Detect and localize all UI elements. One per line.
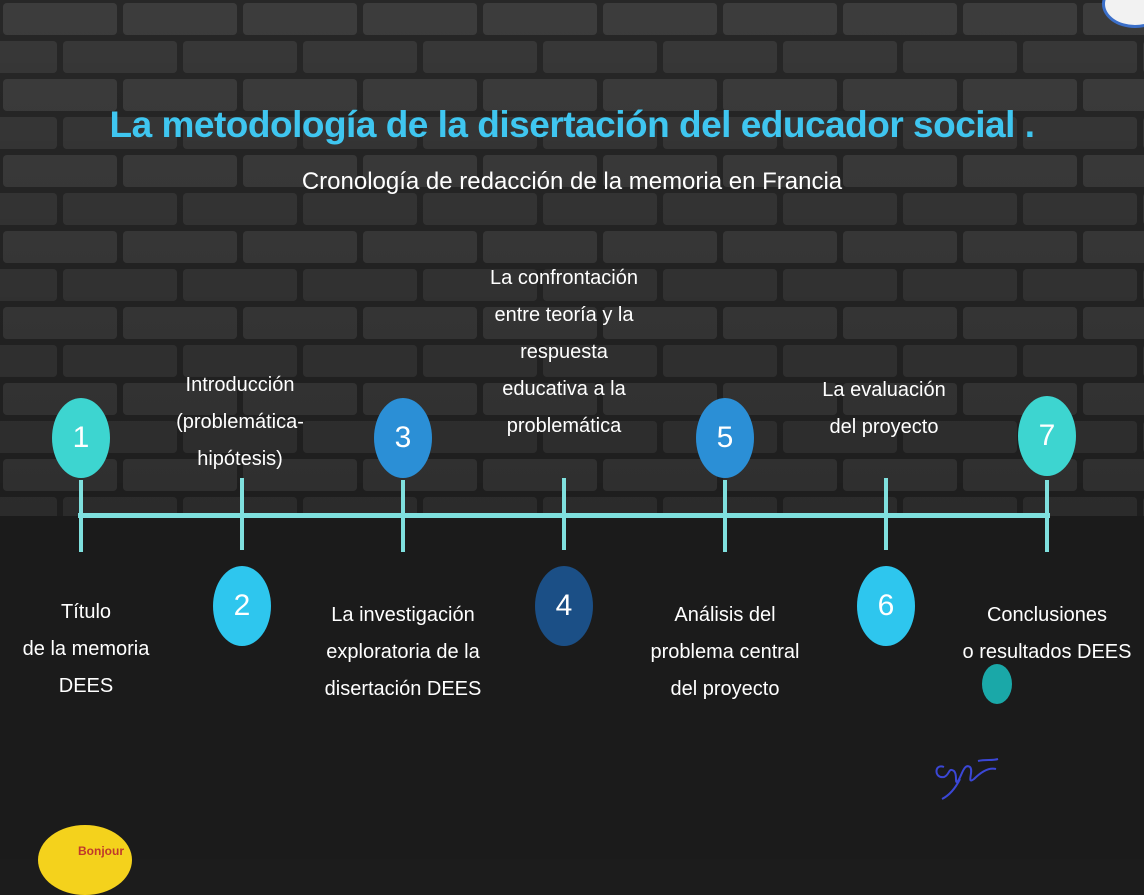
step-label-line: de la memoria: [22, 638, 150, 660]
timeline-connector: [562, 478, 566, 550]
step-label-line: hipótesis): [197, 448, 283, 470]
step-label-line: problemática: [506, 415, 622, 437]
step-label-line: Análisis del: [674, 604, 776, 626]
signature-icon: [930, 745, 1010, 805]
step-label-line: (problemática-: [176, 411, 304, 433]
step-node-5: 5: [696, 398, 754, 478]
step-node-2: 2: [213, 566, 271, 646]
step-label-line: La investigación: [331, 604, 475, 626]
bonjour-logo-icon: [38, 825, 132, 895]
step-label-4: [490, 260, 638, 445]
step-label-line: del proyecto: [829, 416, 939, 438]
step-label-3: [325, 597, 482, 708]
step-label-7: [963, 597, 1132, 671]
step-label-line: exploratoria de la: [326, 641, 480, 663]
step-label-2: [176, 367, 304, 478]
step-label-line: disertación DEES: [324, 678, 482, 700]
timeline-connector: [884, 478, 888, 550]
step-label-line: educativa a la: [502, 378, 626, 400]
step-label-line: La evaluación: [822, 379, 946, 401]
teal-dot-icon: [982, 664, 1012, 704]
bonjour-logo-text: Bonjour: [78, 844, 124, 858]
timeline-connector: [79, 480, 83, 552]
step-label-line: entre teoría y la: [494, 304, 634, 326]
step-label-line: problema central: [650, 641, 800, 663]
timeline-connector: [240, 478, 244, 550]
step-label-5: [651, 597, 800, 708]
step-node-6: 6: [857, 566, 915, 646]
timeline-connector: [401, 480, 405, 552]
step-node-7: 7: [1018, 396, 1076, 476]
step-label-line: Título: [60, 601, 112, 623]
timeline-connector: [1045, 480, 1049, 552]
step-label-line: del proyecto: [670, 678, 780, 700]
page-subtitle: Cronología de redacción de la memoria en Francia: [301, 168, 843, 195]
timeline-connector: [723, 480, 727, 552]
step-node-3: 3: [374, 398, 432, 478]
step-label-line: respuesta: [520, 341, 608, 363]
step-label-6: [822, 372, 945, 446]
step-label-line: o resultados DEES: [962, 641, 1132, 663]
step-label-1: [23, 594, 150, 705]
page-title: La metodología de la disertación del educador social .: [109, 104, 1035, 145]
step-node-1: 1: [52, 398, 110, 478]
step-label-line: La confrontación: [490, 267, 638, 289]
step-label-line: DEES: [58, 675, 114, 697]
step-label-line: Introducción: [185, 374, 295, 396]
step-label-line: Conclusiones: [986, 604, 1108, 626]
step-node-4: 4: [535, 566, 593, 646]
